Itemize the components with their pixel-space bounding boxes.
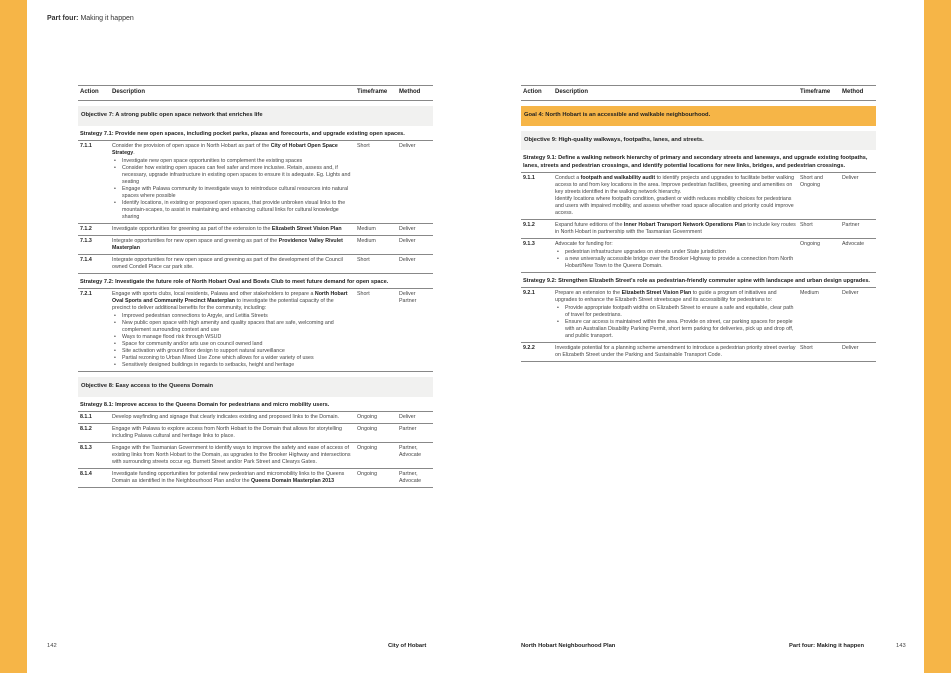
action-table-right: [521, 85, 876, 362]
col-method-header: Method: [397, 86, 433, 101]
timeframe-value: Ongoing: [355, 468, 397, 487]
col-description-header: Description: [553, 86, 798, 101]
bullet-list: [555, 305, 796, 340]
table-row: [78, 442, 433, 468]
list-item: • Provide appropriate footpath widths on Elizabeth Street to ensure a safe and equitable, clear path of travel for pedestrians.: [565, 305, 796, 319]
table-row: [521, 288, 876, 343]
strategy-heading: Strategy 7.2: Investigate the future role of North Hobart Oval and Bowls Club to meet future demand for open space.: [78, 273, 433, 288]
timeframe-value: Short: [798, 219, 840, 238]
footer-label-right: [521, 643, 615, 649]
strategy-row: [521, 150, 876, 172]
left-accent-band: [0, 0, 27, 673]
action-description: Integrate opportunities for new open space and greening as part of the Providence Valley Rivulet Masterplan: [110, 235, 355, 254]
action-id: 7.1.2: [78, 223, 110, 235]
objective-heading: Objective 9: High-quality walkways, footpaths, lanes, and streets.: [521, 131, 876, 151]
list-item: • Consider how existing open spaces can feel safer and more inclusive. Retain, assess and, if necessary, upgrade infrastructure in existing open spaces to ensure it is adequate. Eg. Lights and seating: [122, 165, 353, 186]
objective-heading: Objective 8: Easy access to the Queens Domain: [78, 377, 433, 397]
table-body-right: [521, 100, 876, 361]
action-description: Engage with Palawa to explore access from North Hobart to the Domain that allows for storytelling including Palawa cultural and heritage links to place.: [110, 423, 355, 442]
plan-reference: footpath and walkability audit: [580, 174, 656, 181]
action-id: 9.2.1: [521, 288, 553, 343]
timeframe-value: Ongoing: [798, 238, 840, 272]
timeframe-value: Short: [355, 289, 397, 372]
plan-reference: North Hobart Oval Sports and Community Precinct Masterplan: [112, 291, 348, 305]
timeframe-value: Short: [355, 254, 397, 273]
table-row: [521, 238, 876, 272]
action-description: Develop wayfinding and signage that clearly indicates existing and proposed links to the Domain.: [110, 411, 355, 423]
col-action-header: Action: [521, 86, 553, 101]
list-item: • Space for community and/or arts use on council owned land: [122, 341, 353, 348]
method-value: Deliver: [840, 343, 876, 362]
bullet-list: [112, 158, 353, 221]
timeframe-value: Ongoing: [355, 423, 397, 442]
action-id: 7.1.1: [78, 140, 110, 223]
bullet-list: [555, 249, 796, 270]
action-id: 7.2.1: [78, 289, 110, 372]
list-item: • pedestrian infrastructure upgrades on streets under State jurisdiction: [565, 249, 796, 256]
plan-reference: Elizabeth Street Vision Plan: [621, 290, 692, 297]
table-header: [521, 86, 876, 101]
action-id: 9.1.1: [521, 172, 553, 219]
action-description: Consider the provision of open space in North Hobart as part of the City of Hobart Open Space Strategy. • Investigate new open space opportunities to complement the existing spaces • Consider how existing open spaces can feel safer and more inclusive. Retain, assess and, if necessary, upgrade infrastructure in existing open spaces to ensure it is adequate. Eg. Lights and seating • Engage with Palawa community to investigate ways to reintroduce cultural resources into natural spaces where possible • Identify locations, in existing or proposed open spaces, that provide unbroken visual links to the mountain-scapes, to assist in maintaining and enhancing cultural links for cultural knowledge sharing: [110, 140, 355, 223]
timeframe-value: Short: [798, 343, 840, 362]
method-value: Deliver Partner: [397, 289, 433, 372]
footer-section-right: [789, 643, 864, 649]
timeframe-value: Medium: [798, 288, 840, 343]
action-id: 8.1.3: [78, 442, 110, 468]
table-row: [78, 235, 433, 254]
timeframe-value: Short: [355, 140, 397, 223]
goal-row: [521, 106, 876, 126]
list-item: • Site activation with ground floor design to support natural surveillance: [122, 348, 353, 355]
objective-row: [521, 131, 876, 151]
table-row: [78, 423, 433, 442]
strategy-heading: Strategy 9.2: Strengthen Elizabeth Street's role as pedestrian-friendly commuter spine with landscape and urban design upgrades.: [521, 272, 876, 287]
method-value: Deliver: [397, 411, 433, 423]
right-page: [476, 0, 924, 673]
running-head: [47, 15, 134, 22]
table-row: [78, 289, 433, 372]
list-item: • Investigate new open space opportunities to complement the existing spaces: [122, 158, 353, 165]
list-item: • Sensitively designed buildings in regards to setbacks, height and heritage: [122, 362, 353, 369]
col-timeframe-header: Timeframe: [798, 86, 840, 101]
plan-reference: Inner Hobart Transport Network Operations Plan: [623, 221, 746, 228]
strategy-row: [78, 126, 433, 141]
method-value: Deliver: [397, 235, 433, 254]
table-row: [78, 411, 433, 423]
action-description: Advocate for funding for: • pedestrian infrastructure upgrades on streets under State jurisdiction • a new universally accessible bridge over the Brooker Highway to provide a connection from North Hobart/New Town to the Queens Domain.: [553, 238, 798, 272]
method-value: Deliver: [840, 172, 876, 219]
bullet-list: [112, 313, 353, 369]
col-timeframe-header: Timeframe: [355, 86, 397, 101]
action-id: 9.2.2: [521, 343, 553, 362]
strategy-row: [78, 273, 433, 288]
plan-reference: Elizabeth Street Vision Plan: [271, 225, 342, 232]
footer-plan-name: North Hobart Neighbourhood Plan: [521, 643, 616, 649]
method-value: Partner: [397, 423, 433, 442]
footer-section: Part four: Making it happen: [789, 643, 865, 649]
right-accent-band: [924, 0, 951, 673]
list-item: • a new universally accessible bridge over the Brooker Highway to provide a connection from North Hobart/New Town to the Queens Domain.: [565, 256, 796, 270]
strategy-heading: Strategy 9.1: Define a walking network hierarchy of primary and secondary streets and laneways, and upgrade existing footpaths, lanes, streets and pedestrian crossings, and identify potential locations for new links, bridges, and pedestrian crossings.: [521, 150, 876, 172]
list-item: • Partial rezoning to Urban Mixed Use Zone which allows for a wider variety of uses: [122, 355, 353, 362]
action-id: 7.1.4: [78, 254, 110, 273]
objective-row: [78, 106, 433, 126]
action-id: 8.1.2: [78, 423, 110, 442]
action-description: Conduct a footpath and walkability audit to identify projects and upgrades to facilitate better walking access to and from key locations in the area. Improve pedestrian facilities, greening and amenities on key streets identified in the walking network hierarchy. Identify locations where footpath condition, gradient or width reduces mobility choices for pedestrians and users with impaired mobility, and assess whether road space allocation and priority could improve access.: [553, 172, 798, 219]
strategy-heading: Strategy 7.1: Provide new open spaces, including pocket parks, plazas and forecourts, and upgrade existing open spaces.: [78, 126, 433, 141]
action-description: Engage with sports clubs, local residents, Palawa and other stakeholders to prepare a North Hobart Oval Sports and Community Precinct Masterplan to investigate the potential capacity of the precinct to deliver additional benefits for the community, including: • Improved pedestrian connections to Argyle, and Letitia Streets • New public open space with high amenity and quality spaces that are safe, welcoming and complement surrounding context and use • Ways to manage flood risk through WSUD • Space for community and/or arts use on council owned land • Site activation with ground floor design to support natural surveillance • Partial rezoning to Urban Mixed Use Zone which allows for a wider variety of uses • Sensitively designed buildings in regards to setbacks, height and heritage: [110, 289, 355, 372]
action-id: 8.1.1: [78, 411, 110, 423]
action-description: Expand future editions of the Inner Hobart Transport Network Operations Plan to include key routes in North Hobart in partnership with the Tasmanian Government: [553, 219, 798, 238]
list-item: • Ways to manage flood risk through WSUD: [122, 334, 353, 341]
list-item: • Identify locations, in existing or proposed open spaces, that provide unbroken visual links to the mountain-scapes, to assist in maintaining and enhancing cultural links for cultural knowledge sharing: [122, 200, 353, 221]
action-table-left: [78, 85, 433, 488]
running-head-section: Part four:: [47, 15, 79, 22]
timeframe-value: Ongoing: [355, 442, 397, 468]
method-value: Partner, Advocate: [397, 468, 433, 487]
plan-reference: City of Hobart Open Space Strategy: [112, 142, 338, 156]
method-value: Deliver: [397, 223, 433, 235]
table-header: [78, 86, 433, 101]
method-value: Partner, Advocate: [397, 442, 433, 468]
table-row: [78, 140, 433, 223]
action-id: 9.1.3: [521, 238, 553, 272]
table-row: [78, 468, 433, 487]
table-row: [521, 219, 876, 238]
col-method-header: Method: [840, 86, 876, 101]
method-value: Advocate: [840, 238, 876, 272]
action-description: Investigate potential for a planning scheme amendment to introduce a pedestrian priority street overlay on Elizabeth Street under the Parking and Sustainable Transport Code.: [553, 343, 798, 362]
footer-page-number-left: 142: [47, 643, 57, 649]
running-head-title: Making it happen: [80, 15, 134, 22]
table-body-left: [78, 100, 433, 487]
col-description-header: Description: [110, 86, 355, 101]
objective-row: [78, 377, 433, 397]
goal-heading: Goal 4: North Hobart is an accessible and walkable neighbourhood.: [521, 106, 876, 126]
strategy-row: [521, 272, 876, 287]
left-page: [27, 0, 475, 673]
list-item: • Ensure car access is maintained within the area. Provide on street, car parking spaces for people with an Australian Disability Parking Permit, short term parking for deliveries, pick up and drop off, and public transport.: [565, 319, 796, 340]
timeframe-value: Ongoing: [355, 411, 397, 423]
method-value: Deliver: [397, 140, 433, 223]
action-description: Investigate funding opportunities for potential new pedestrian and micromobility links to the Queens Domain as identified in the Neighbourhood Plan and/or the Queens Domain Masterplan 2013: [110, 468, 355, 487]
method-value: Deliver: [397, 254, 433, 273]
list-item: • Improved pedestrian connections to Argyle, and Letitia Streets: [122, 313, 353, 320]
table-row: [78, 223, 433, 235]
timeframe-value: Medium: [355, 235, 397, 254]
list-item: • New public open space with high amenity and quality spaces that are safe, welcoming and complement surrounding context and use: [122, 320, 353, 334]
plan-reference: Providence Valley Rivulet Masterplan: [112, 237, 343, 251]
method-value: Partner: [840, 219, 876, 238]
action-id: 7.1.3: [78, 235, 110, 254]
table-row: [78, 254, 433, 273]
method-value: Deliver: [840, 288, 876, 343]
action-id: 8.1.4: [78, 468, 110, 487]
plan-reference: Queens Domain Masterplan 2013: [251, 477, 335, 484]
col-action-header: Action: [78, 86, 110, 101]
footer-label-left: [388, 643, 426, 649]
list-item: • Engage with Palawa community to investigate ways to reintroduce cultural resources into natural spaces where possible: [122, 186, 353, 200]
footer-org: City of Hobart: [388, 643, 427, 649]
strategy-row: [78, 397, 433, 412]
table-row: [521, 172, 876, 219]
action-description: Investigate opportunities for greening as part of the extension to the Elizabeth Street Vision Plan: [110, 223, 355, 235]
timeframe-value: Short and Ongoing: [798, 172, 840, 219]
table-row: [521, 343, 876, 362]
action-description: Engage with the Tasmanian Government to identify ways to improve the safety and ease of access of existing links from North Hobart to the Domain, as upgrades to the Brooker Highway and intersections with surrounding streets occur eg. Burnett Street and/or Park Street and Clearys Gates.: [110, 442, 355, 468]
objective-heading: Objective 7: A strong public open space network that enriches life: [78, 106, 433, 126]
action-id: 9.1.2: [521, 219, 553, 238]
action-description: Integrate opportunities for new open space and greening as part of the development of the Council owned Condell Place car park site.: [110, 254, 355, 273]
footer-page-number-right: 143: [896, 643, 906, 649]
action-description: Prepare an extension to the Elizabeth Street Vision Plan to guide a program of initiatives and upgrades to enhance the Elizabeth Street streetscape and its accessibility for pedestrians to: • Provide appropriate footpath widths on Elizabeth Street to ensure a safe and equitable, clear path of travel for pedestrians. • Ensure car access is maintained within the area. Provide on street, car parking spaces for people with an Australian Disability Parking Permit, short term parking for deliveries, pick up and drop off, and public transport.: [553, 288, 798, 343]
strategy-heading: Strategy 8.1: Improve access to the Queens Domain for pedestrians and micro mobility users.: [78, 397, 433, 412]
timeframe-value: Medium: [355, 223, 397, 235]
